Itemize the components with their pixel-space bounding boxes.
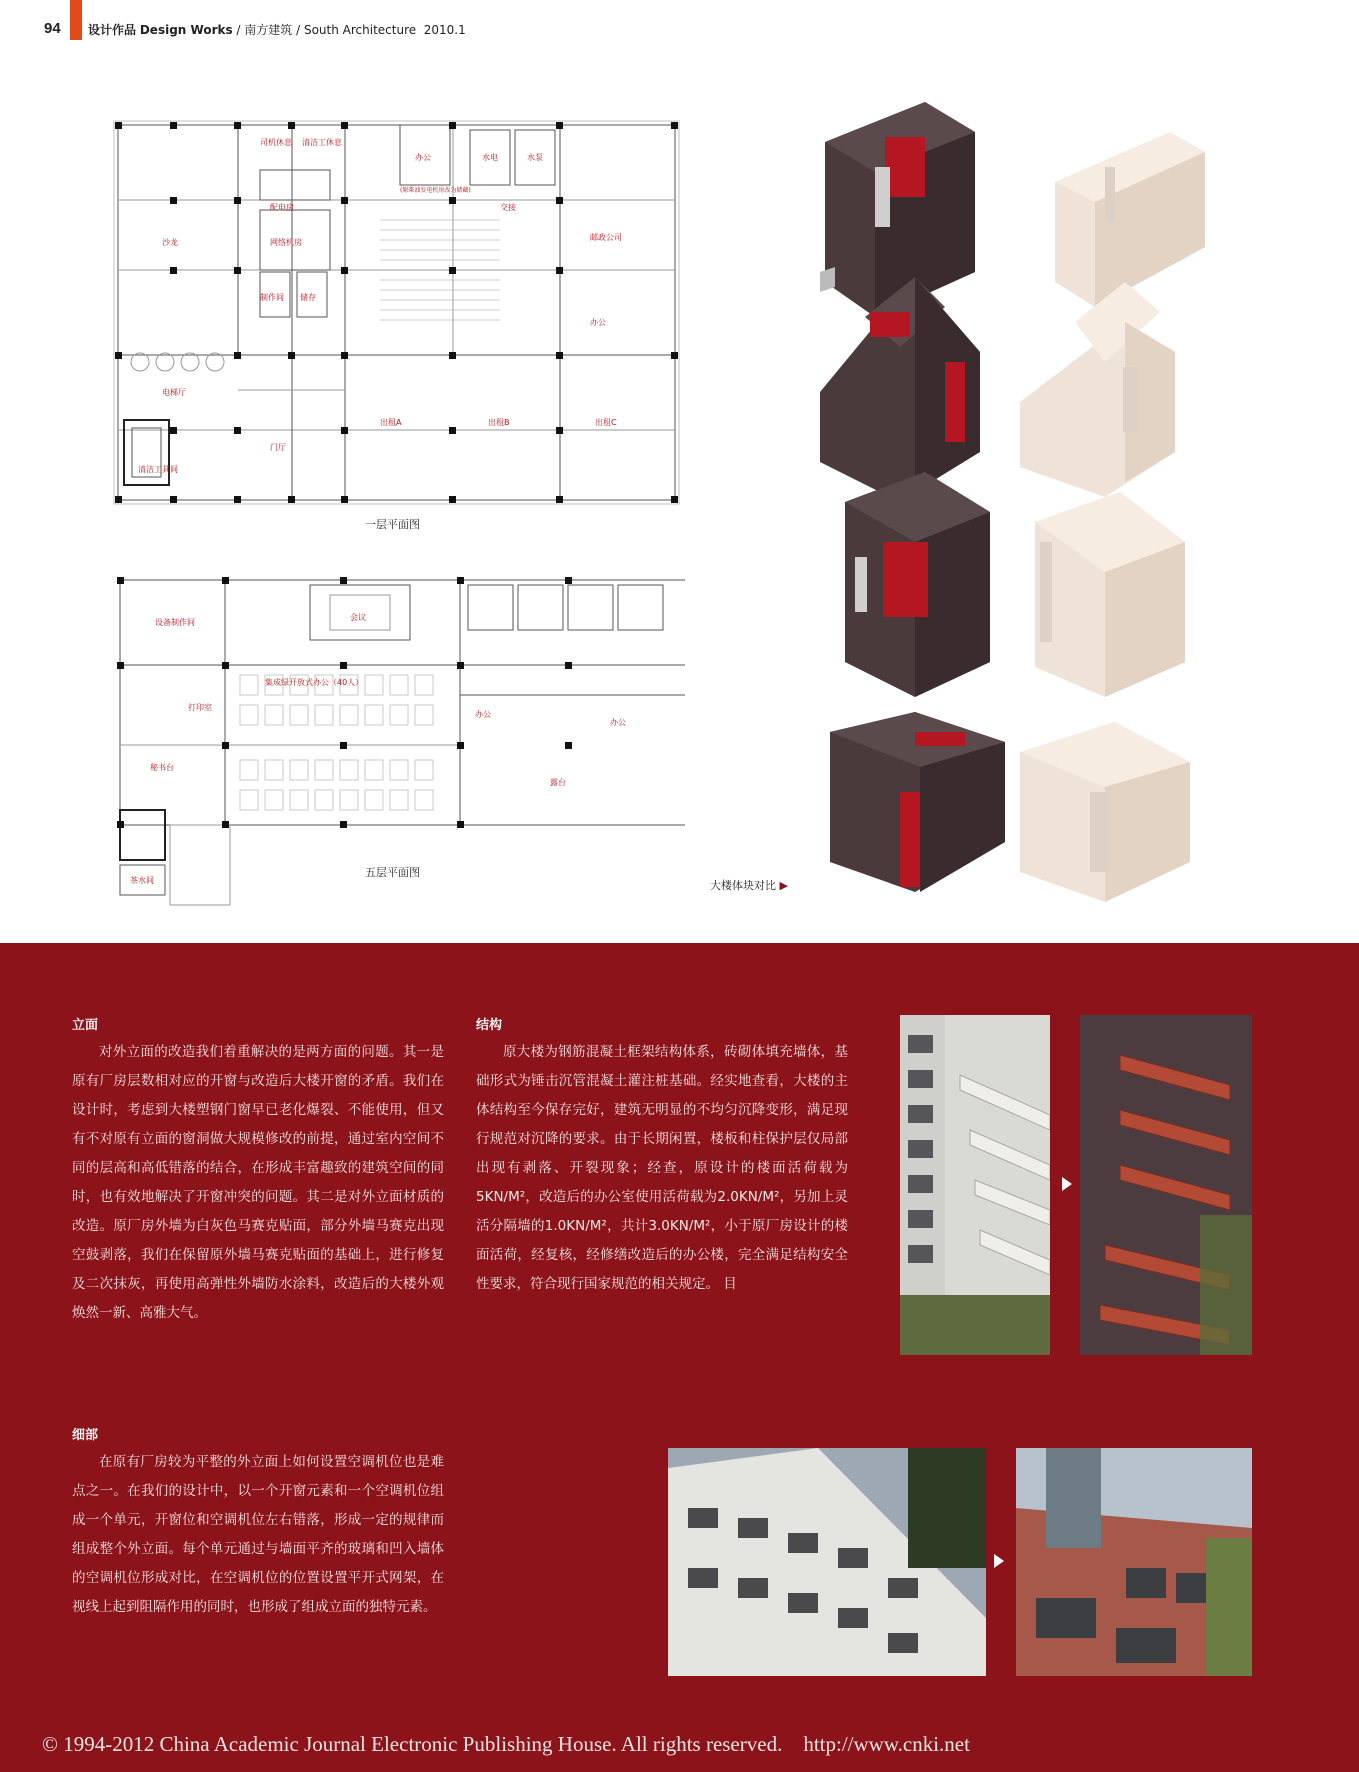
room-label: 茶水间 [130,876,154,885]
massing-light-1 [1055,132,1205,307]
running-header [88,21,466,38]
end-mark-icon: 目 [723,1276,737,1292]
room-label: 电梯厅 [162,388,186,397]
journal-cn: 南方建筑 [244,23,293,37]
journal-en: South Architecture [303,23,417,37]
room-label: 清洁工休息 [302,138,342,147]
room-label: (原柴油发电机房改为储藏) [400,187,471,194]
header-sep: / [292,23,304,37]
room-label: 露台 [550,778,566,787]
room-label: 秘书台 [150,763,174,772]
room-label: 配电房 [270,203,294,212]
massing-dark-2 [820,277,980,497]
copyright-text: © 1994-2012 China Academic Journal Electronic Publishing House. All rights reserved. [42,1732,783,1756]
massing-light-4 [1020,722,1190,902]
photo-stair-before [900,1015,1050,1355]
section-en: Design Works [139,23,233,37]
first-floor-caption: 一层平面图 [365,518,420,531]
room-label: 设备制作间 [155,618,195,627]
room-label: 办公 [610,718,626,727]
massing-dark-3 [845,472,990,697]
paragraph-detail: 在原有厂房较为平整的外立面上如何设置空调机位也是难点之一。在我们的设计中，以一个开窗元素和一个空调机位组成一个单元，开窗位和空调机位左右错落，形成一定的规律而组成整个外立面。每个单元通过与墙面平齐的玻璃和凹入墙体的空调机位形成对比，在空调机位的位置设置平开式网架，在视线上起到阻隔作用的同时，也形成了组成立面的独特元素。 [72,1454,444,1615]
arrow-icon [994,1554,1004,1568]
room-label: 交接 [500,203,516,212]
room-label: 沙龙 [162,238,178,247]
first-floor-plan [110,100,685,510]
paragraph-structure: 原大楼为钢筋混凝土框架结构体系，砖砌体填充墙体，基础形式为锤击沉管混凝土灌注桩基础。经实地查看，大楼的主体结构至今保存完好，建筑无明显的不均匀沉降变形，满足现行规范对沉降的要求。由于长期闲置，楼板和柱保护层仅局部出现有剥落、开裂现象；经查，原设计的楼面活荷载为5KN/M²，改造后的办公室使用活荷载为2.0KN/M²，另加上灵活分隔墙的1.0KN/M²，共计3.0KN/M²，小于原厂房设计的楼面活荷，经复核，经修缮改造后的办公楼，完全满足结构安全性要求，符合现行国家规范的相关规定。 目 [476,1044,848,1292]
room-label: 清洁工具间 [138,465,178,474]
photo-facade-before [668,1448,986,1676]
header-accent-bar [70,0,82,40]
room-label: 制作间 [260,293,284,302]
section-title-detail: 细部 [72,1428,99,1443]
footer-url[interactable]: http://www.cnki.net [803,1732,970,1756]
room-label: 出租A [380,418,402,427]
room-label: 司机休息 [260,138,292,147]
massing-dark-1 [820,102,975,317]
issue: 2010.1 [423,23,466,37]
header-sep: / [232,23,245,37]
arrow-icon [1062,1177,1072,1191]
photo-stair-after [1080,1015,1252,1355]
massing-caption: 大楼体块对比 ▶ [710,879,788,892]
paragraph-facade: 对外立面的改造我们着重解决的是两方面的问题。其一是原有厂房层数相对应的开窗与改造后大楼开窗的矛盾。我们在设计时，考虑到大楼塑钢门窗早已老化爆裂、不能使用，但又有不对原有立面的窗洞做大规模修改的前提，通过室内空间不同的层高和高低错落的结合，在形成丰富趣致的建筑空间的同时，也有效地解决了开窗冲突的问题。其二是对外立面材质的改造。原厂房外墙为白灰色马赛克贴面，部分外墙马赛克出现空鼓剥落，我们在保留原外墙马赛克贴面的基础上，进行修复及二次抹灰，再使用高弹性外墙防水涂料，改造后的大楼外观焕然一新、高雅大气。 [72,1044,444,1321]
massing-light-3 [1035,492,1185,697]
photo-facade-after [1016,1448,1252,1676]
section-title-facade: 立面 [72,1018,99,1033]
room-label: 办公 [475,710,491,719]
fifth-floor-caption: 五层平面图 [365,866,420,879]
page-number: 94 [44,20,61,37]
room-label: 会议 [350,613,366,622]
massing-dark-4 [830,712,1005,892]
massing-comparison-figure [805,72,1235,912]
copyright-footer [42,1732,970,1757]
section-title-structure: 结构 [476,1018,503,1033]
room-label: 储存 [300,293,316,302]
section-cn: 设计作品 [88,23,137,37]
room-label: 办公 [590,318,606,327]
room-label: 打印室 [188,703,212,712]
room-label: 水泵 [527,153,543,162]
room-label: 出租C [595,418,617,427]
massing-light-2 [1020,282,1175,497]
room-label: 办公 [415,153,431,162]
room-label: 集成绿开放式办公（40人） [265,678,364,687]
room-label: 水电 [482,153,498,162]
fifth-floor-plan [110,545,685,910]
room-label: 网络机房 [270,238,302,247]
room-label: 门厅 [270,443,286,452]
room-label: 出租B [488,418,510,427]
room-label: 邮政公司 [590,233,622,242]
